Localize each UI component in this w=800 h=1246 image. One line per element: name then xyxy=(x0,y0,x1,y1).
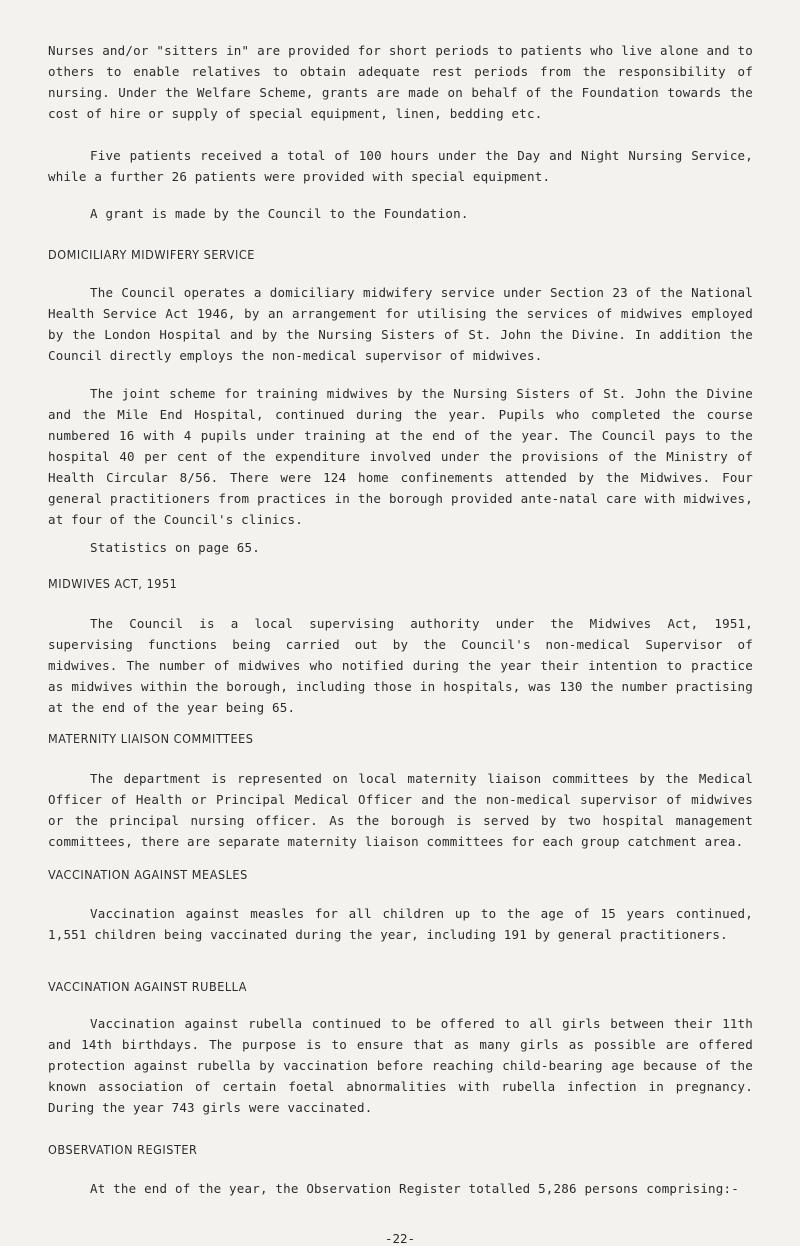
section-heading-rubella xyxy=(48,979,753,994)
observation-paragraph xyxy=(48,1178,753,1199)
domiciliary-paragraph-2 xyxy=(48,383,753,530)
section-heading: VACCINATION AGAINST RUBELLA xyxy=(48,979,247,994)
nursing-paragraph-3 xyxy=(48,203,753,224)
paragraph-text: Statistics on page 65. xyxy=(90,540,260,555)
section-heading-midwives-act xyxy=(48,576,753,591)
section-heading-measles xyxy=(48,867,753,882)
domiciliary-statistics-note xyxy=(48,537,753,558)
paragraph-text: The Council operates a domiciliary midwifery service under Section 23 of the National Health Service Act 1946, by an arrangement for utilising the services of midwives employed by the London Hospital and by the Nursing Sisters of St. John the Divine. In addition the Council directly employs the non-medical supervisor of midwives. xyxy=(48,285,753,363)
section-heading-maternity xyxy=(48,731,753,746)
paragraph-text: Nurses and/or "sitters in" are provided for short periods to patients who live alone and to others to enable relatives to obtain adequate rest periods from the responsibility of nursing. Under the Welfare Scheme, grants are made on behalf of the Foundation towards the cost of hire or supply of special equipment, linen, bedding etc. xyxy=(48,43,753,121)
nursing-paragraph-1 xyxy=(48,40,753,124)
section-heading: MIDWIVES ACT, 1951 xyxy=(48,576,178,591)
measles-paragraph xyxy=(48,903,753,945)
section-heading-observation xyxy=(48,1142,753,1157)
paragraph-text: A grant is made by the Council to the Foundation. xyxy=(90,206,469,221)
paragraph-text: At the end of the year, the Observation Register totalled 5,286 persons comprising:- xyxy=(90,1181,739,1196)
paragraph-text: The Council is a local supervising authority under the Midwives Act, 1951, supervising functions being carried out by the Council's non-medical Supervisor of midwives. The number of midwives who notified during the year their intention to practice as midwives within the borough, including those in hospitals, was 130 the number practising at the end of the year being 65. xyxy=(48,616,753,715)
nursing-paragraph-2 xyxy=(48,145,753,187)
paragraph-text: The department is represented on local maternity liaison committees by the Medical Officer of Health or Principal Medical Officer and the non-medical supervisor of midwives or the principal nursing officer. As the borough is served by two hospital management committees, there are separate maternity liaison committees for each group catchment area. xyxy=(48,771,753,849)
paragraph-text: The joint scheme for training midwives by the Nursing Sisters of St. John the Divine and the Mile End Hospital, continued during the year. Pupils who completed the course numbered 16 with 4 pupils under training at the end of the year. The Council pays to the hospital 40 per cent of the expenditure involved under the provisions of the Ministry of Health Circular 8/56. There were 124 home confinements attended by the Midwives. Four general practitioners from practices in the borough provided ante-natal care with midwives, at four of the Council's clinics. xyxy=(48,386,753,527)
section-heading: VACCINATION AGAINST MEASLES xyxy=(48,867,248,882)
section-heading: OBSERVATION REGISTER xyxy=(48,1142,198,1157)
section-heading: DOMICILIARY MIDWIFERY SERVICE xyxy=(48,247,255,262)
domiciliary-paragraph-1 xyxy=(48,282,753,366)
maternity-paragraph xyxy=(48,768,753,852)
page-number: -22- xyxy=(384,1231,416,1246)
paragraph-text: Vaccination against measles for all children up to the age of 15 years continued, 1,551 children being vaccinated during the year, including 191 by general practitioners. xyxy=(48,906,753,942)
rubella-paragraph xyxy=(48,1013,753,1118)
paragraph-text: Vaccination against rubella continued to be offered to all girls between their 11th and 14th birthdays. The purpose is to ensure that as many girls as possible are offered protection against rubella by vaccination before reaching child-bearing age because of the known association of certain foetal abnormalities with rubella infection in pregnancy. During the year 743 girls were vaccinated. xyxy=(48,1016,753,1115)
section-heading-domiciliary xyxy=(48,247,753,262)
midwives-act-paragraph xyxy=(48,613,753,718)
section-heading: MATERNITY LIAISON COMMITTEES xyxy=(48,731,254,746)
paragraph-text: Five patients received a total of 100 hours under the Day and Night Nursing Service, while a further 26 patients were provided with special equipment. xyxy=(48,148,753,184)
